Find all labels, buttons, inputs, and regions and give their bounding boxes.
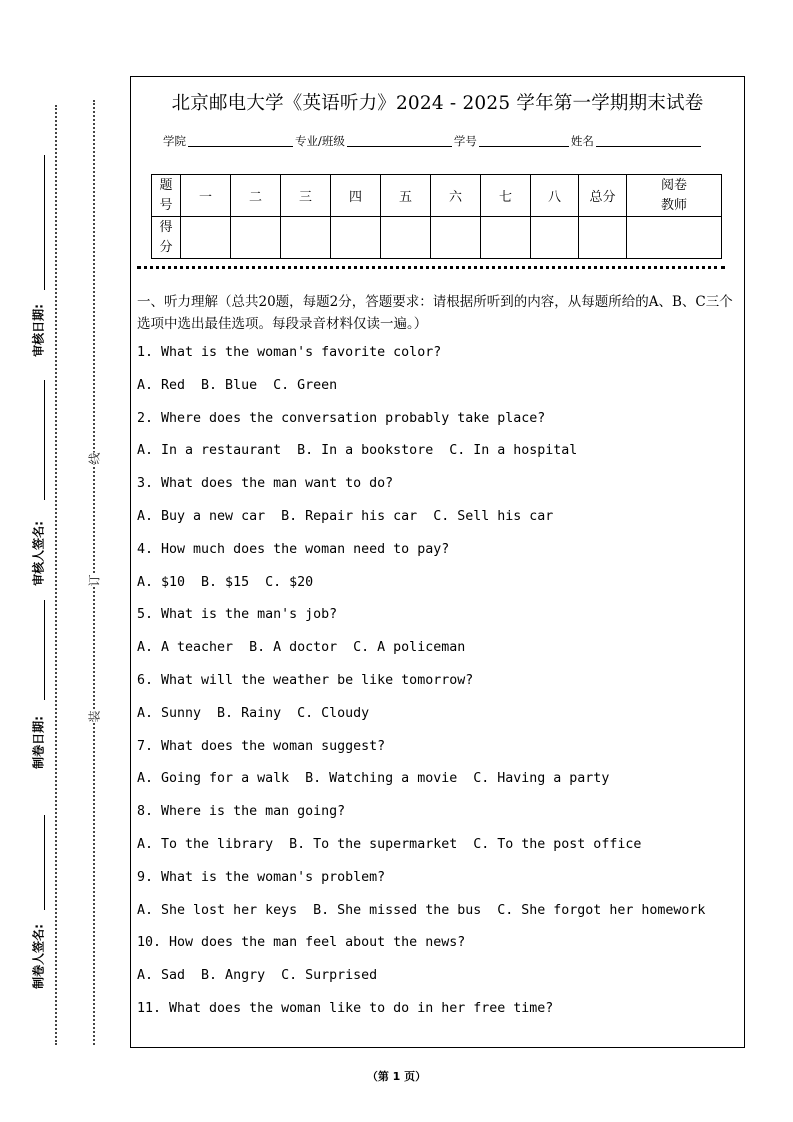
preparer-sign-line [44,815,45,910]
review-date-label: 审核日期: [31,304,46,357]
options-line: A. Going for a walk B. Watching a movie C. Having a party [137,771,610,787]
col-header-total: 总分 [579,175,627,217]
score-cell[interactable] [281,217,331,259]
student-info-row [163,133,703,149]
student-id-label: 学号 [453,134,477,148]
score-table-corner [152,175,181,217]
section1-intro: 一、听力理解（总共20题，每题2分，答题要求：请根据所听到的内容，从每题所给的A、B、C三个选项中选出最佳选项。每段录音材料仅读一遍。） [137,294,733,332]
score-table-header-row [152,175,722,217]
page-number: （第 1 页） [366,1070,427,1083]
reviewer-sign-label: 审核人签名: [31,521,46,586]
exam-frame [130,76,745,1048]
major-class-field[interactable] [347,134,452,147]
question-line: 6. What will the weather be like tomorrow? [137,672,474,688]
binding-char-line: 线 [87,452,102,465]
question-line: 1. What is the woman's favorite color? [137,345,442,360]
question-line: 9. What is the woman's problem? [137,869,386,885]
options-line: A. She lost her keys B. She missed the bus C. She forgot her homework [137,902,706,918]
prep-date-label: 制卷日期: [31,716,46,769]
question-line: 3. What does the man want to do? [137,476,394,492]
question-line: 5. What is the man's job? [137,607,338,623]
cell-text: 得 [159,219,173,235]
binding-dotted-line [93,100,95,1045]
col-header-4: 四 [331,175,381,217]
binding-char-staple: 订 [87,574,102,587]
name-field[interactable] [596,134,701,147]
college-label: 学院 [163,134,186,148]
question-line: 4. How much does the woman need to pay? [137,541,450,557]
question-line: 11. What does the woman like to do in her free time? [137,1000,554,1016]
options-line: A. Sad B. Angry C. Surprised [137,968,378,984]
options-line: A. Red B. Blue C. Green [137,377,338,393]
col-header-2: 二 [231,175,281,217]
score-cell[interactable] [481,217,531,259]
score-cell[interactable] [381,217,431,259]
sidebar-dotted-line-outer [55,105,57,1045]
col-header-3: 三 [281,175,331,217]
options-line: A. A teacher B. A doctor C. A policeman [137,640,466,656]
options-line: A. $10 B. $15 C. $20 [137,574,314,590]
cell-text: 题 [159,177,173,193]
college-field[interactable] [188,134,293,147]
score-cell[interactable] [181,217,231,259]
section1-listening [137,291,737,1032]
options-line: A. In a restaurant B. In a bookstore C. In a hospital [137,443,578,459]
col-header-6: 六 [431,175,481,217]
options-line: A. Sunny B. Rainy C. Cloudy [137,705,370,721]
question-line: 10. How does the man feel about the news? [137,935,466,951]
score-cell[interactable] [331,217,381,259]
col-header-7: 七 [481,175,531,217]
score-cell[interactable] [531,217,579,259]
score-row-label [152,217,181,259]
dotted-separator [137,266,725,269]
cell-text: 分 [159,239,173,255]
col-header-5: 五 [381,175,431,217]
score-cell[interactable] [231,217,281,259]
review-date-line [44,155,45,290]
binding-char-bind: 装 [87,710,102,723]
cell-text: 号 [159,197,173,213]
reviewer-sign-line [44,380,45,500]
cell-text: 教师 [660,197,687,213]
question-line: 8. Where is the man going? [137,804,346,820]
question-line: 7. What does the woman suggest? [137,738,386,754]
prep-date-line [44,600,45,700]
cell-text: 阅卷 [660,177,687,193]
question-line: 2. Where does the conversation probably take place? [137,410,546,426]
preparer-sign-label: 制卷人签名: [31,924,46,989]
score-cell-total[interactable] [579,217,627,259]
score-table-score-row [152,217,722,259]
options-line: A. To the library B. To the supermarket C. To the post office [137,836,642,852]
score-table [151,174,722,259]
col-header-grader [627,175,722,217]
major-class-label: 专业/班级 [295,134,345,148]
col-header-8: 八 [531,175,579,217]
student-id-field[interactable] [479,134,569,147]
options-line: A. Buy a new car B. Repair his car C. Sell his car [137,508,554,524]
score-cell[interactable] [431,217,481,259]
name-label: 姓名 [570,134,594,148]
exam-title: 北京邮电大学《英语听力》2024 - 2025 学年第一学期期末试卷 [171,93,704,114]
col-header-1: 一 [181,175,231,217]
score-cell-grader[interactable] [627,217,722,259]
